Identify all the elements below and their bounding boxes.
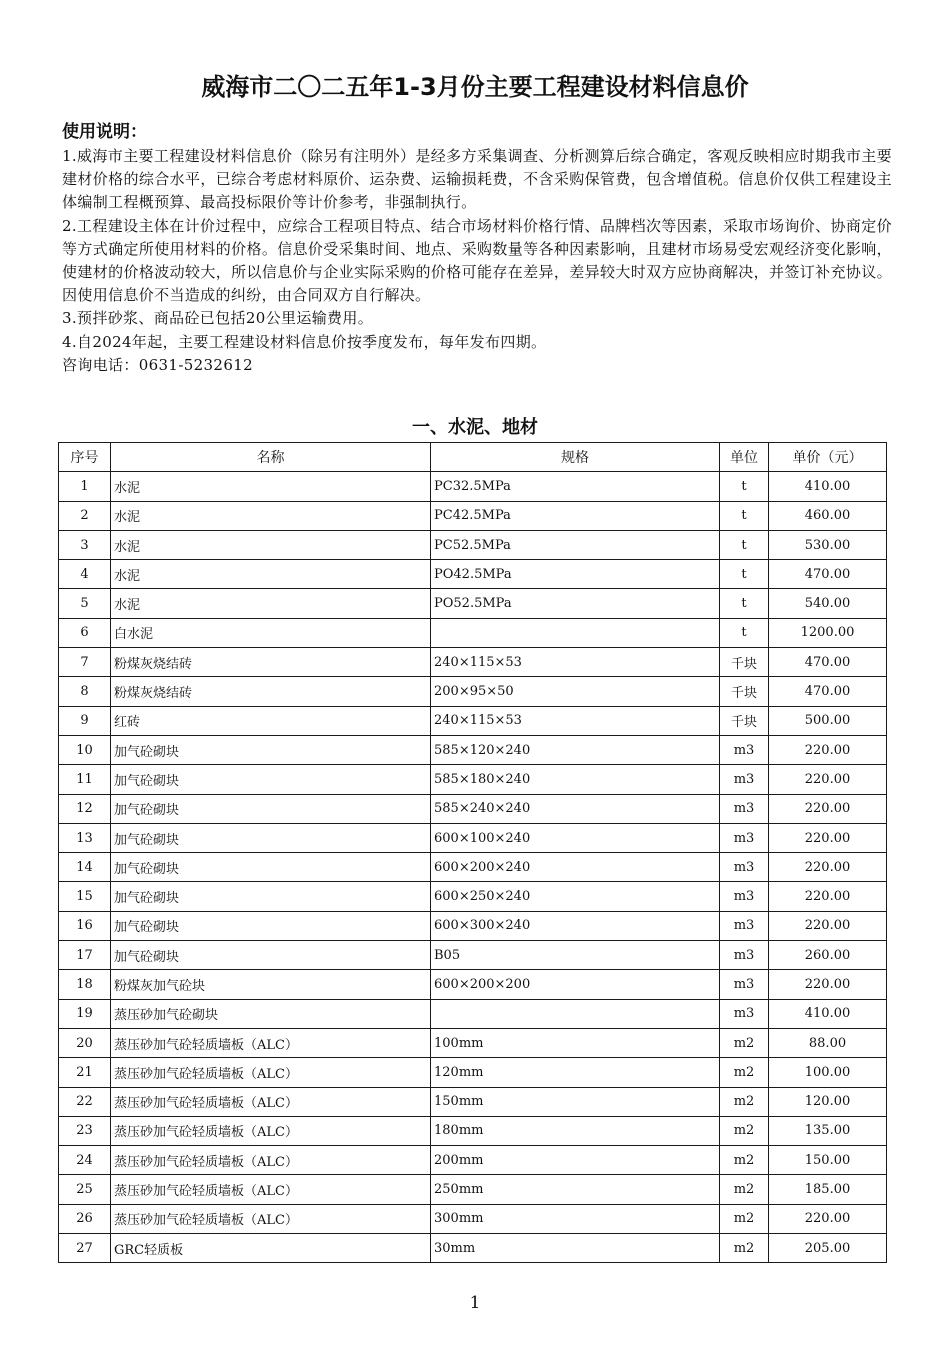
material-spec: 585×120×240 xyxy=(431,735,720,764)
row-number: 25 xyxy=(59,1175,111,1204)
unit-price: 100.00 xyxy=(769,1058,887,1087)
table-row xyxy=(59,1234,887,1263)
material-name: 水泥 xyxy=(111,530,431,559)
material-unit: t xyxy=(720,530,769,559)
row-number: 13 xyxy=(59,823,111,852)
material-spec: 200×95×50 xyxy=(431,677,720,706)
material-name: 蒸压砂加气砼轻质墙板（ALC） xyxy=(111,1175,431,1204)
material-spec: B05 xyxy=(431,941,720,970)
material-spec: 100mm xyxy=(431,1028,720,1057)
material-name: 加气砼砌块 xyxy=(111,735,431,764)
row-number: 8 xyxy=(59,677,111,706)
material-unit: m3 xyxy=(720,823,769,852)
unit-price: 220.00 xyxy=(769,823,887,852)
row-number: 12 xyxy=(59,794,111,823)
material-spec: PC42.5MPa xyxy=(431,501,720,530)
material-unit: m2 xyxy=(720,1028,769,1057)
table-body xyxy=(59,472,887,1263)
unit-price: 540.00 xyxy=(769,589,887,618)
row-number: 19 xyxy=(59,999,111,1028)
material-spec: 30mm xyxy=(431,1234,720,1263)
material-unit: m3 xyxy=(720,911,769,940)
unit-price: 1200.00 xyxy=(769,618,887,647)
material-name: 水泥 xyxy=(111,560,431,589)
material-spec: 240×115×53 xyxy=(431,706,720,735)
unit-price: 470.00 xyxy=(769,677,887,706)
unit-price: 410.00 xyxy=(769,999,887,1028)
section-title: 一、水泥、地材 xyxy=(412,417,538,438)
table-row xyxy=(59,1116,887,1145)
column-header-spec: 规格 xyxy=(431,443,720,472)
unit-price: 470.00 xyxy=(769,560,887,589)
column-header-price: 单价（元） xyxy=(769,443,887,472)
unit-price: 185.00 xyxy=(769,1175,887,1204)
row-number: 3 xyxy=(59,530,111,559)
table-header-row xyxy=(59,443,887,472)
table-row xyxy=(59,706,887,735)
table-row xyxy=(59,735,887,764)
unit-price: 220.00 xyxy=(769,765,887,794)
unit-price: 220.00 xyxy=(769,970,887,999)
unit-price: 88.00 xyxy=(769,1028,887,1057)
material-name: 粉煤灰烧结砖 xyxy=(111,648,431,677)
material-name: 水泥 xyxy=(111,501,431,530)
material-spec: 300mm xyxy=(431,1204,720,1233)
table-row xyxy=(59,853,887,882)
material-name: 加气砼砌块 xyxy=(111,794,431,823)
material-name: 水泥 xyxy=(111,589,431,618)
material-name: 蒸压砂加气砼轻质墙板（ALC） xyxy=(111,1116,431,1145)
material-name: 水泥 xyxy=(111,472,431,501)
material-unit: m2 xyxy=(720,1116,769,1145)
unit-price: 220.00 xyxy=(769,853,887,882)
row-number: 17 xyxy=(59,941,111,970)
unit-price: 530.00 xyxy=(769,530,887,559)
material-unit: m2 xyxy=(720,1146,769,1175)
material-name: 加气砼砌块 xyxy=(111,882,431,911)
row-number: 26 xyxy=(59,1204,111,1233)
row-number: 5 xyxy=(59,589,111,618)
material-unit: m3 xyxy=(720,853,769,882)
material-spec: 600×300×240 xyxy=(431,911,720,940)
material-spec: 585×180×240 xyxy=(431,765,720,794)
material-unit: t xyxy=(720,589,769,618)
table-row xyxy=(59,1175,887,1204)
material-spec: 150mm xyxy=(431,1087,720,1116)
table-row xyxy=(59,970,887,999)
row-number: 9 xyxy=(59,706,111,735)
unit-price: 205.00 xyxy=(769,1234,887,1263)
material-name: 加气砼砌块 xyxy=(111,911,431,940)
table-row xyxy=(59,560,887,589)
table-row xyxy=(59,589,887,618)
material-spec: 240×115×53 xyxy=(431,648,720,677)
document-title: 威海市二〇二五年1-3月份主要工程建设材料信息价 xyxy=(201,73,749,101)
material-unit: m2 xyxy=(720,1204,769,1233)
material-name: 白水泥 xyxy=(111,618,431,647)
material-unit: m2 xyxy=(720,1234,769,1263)
material-spec: 600×100×240 xyxy=(431,823,720,852)
row-number: 23 xyxy=(59,1116,111,1145)
row-number: 24 xyxy=(59,1146,111,1175)
material-unit: m3 xyxy=(720,794,769,823)
unit-price: 410.00 xyxy=(769,472,887,501)
unit-price: 220.00 xyxy=(769,882,887,911)
row-number: 2 xyxy=(59,501,111,530)
material-spec: 600×200×240 xyxy=(431,853,720,882)
table-row xyxy=(59,501,887,530)
material-name: 蒸压砂加气砼砌块 xyxy=(111,999,431,1028)
material-unit: m3 xyxy=(720,941,769,970)
usage-heading: 使用说明： xyxy=(62,122,147,142)
contact-phone: 咨询电话：0631-5232612 xyxy=(62,355,253,374)
unit-price: 500.00 xyxy=(769,706,887,735)
material-spec: 200mm xyxy=(431,1146,720,1175)
column-header-unit: 单位 xyxy=(720,443,769,472)
material-name: 加气砼砌块 xyxy=(111,765,431,794)
page-number: 1 xyxy=(469,1293,481,1313)
material-spec: 120mm xyxy=(431,1058,720,1087)
material-spec: 600×200×200 xyxy=(431,970,720,999)
table-row xyxy=(59,882,887,911)
row-number: 20 xyxy=(59,1028,111,1057)
material-name: 蒸压砂加气砼轻质墙板（ALC） xyxy=(111,1204,431,1233)
material-spec: 585×240×240 xyxy=(431,794,720,823)
material-name: 红砖 xyxy=(111,706,431,735)
column-header-name: 名称 xyxy=(111,443,431,472)
material-unit: t xyxy=(720,472,769,501)
table-row xyxy=(59,765,887,794)
table-row xyxy=(59,941,887,970)
material-unit: m3 xyxy=(720,765,769,794)
table-row xyxy=(59,648,887,677)
unit-price: 460.00 xyxy=(769,501,887,530)
table-row xyxy=(59,999,887,1028)
material-spec: PO42.5MPa xyxy=(431,560,720,589)
row-number: 16 xyxy=(59,911,111,940)
material-name: 蒸压砂加气砼轻质墙板（ALC） xyxy=(111,1087,431,1116)
table-row xyxy=(59,911,887,940)
unit-price: 120.00 xyxy=(769,1087,887,1116)
table-row xyxy=(59,472,887,501)
material-name: 加气砼砌块 xyxy=(111,823,431,852)
material-spec: 250mm xyxy=(431,1175,720,1204)
material-unit: 千块 xyxy=(720,648,769,677)
material-spec: 180mm xyxy=(431,1116,720,1145)
unit-price: 220.00 xyxy=(769,794,887,823)
row-number: 14 xyxy=(59,853,111,882)
material-unit: m2 xyxy=(720,1175,769,1204)
material-name: 粉煤灰加气砼块 xyxy=(111,970,431,999)
unit-price: 150.00 xyxy=(769,1146,887,1175)
material-spec: PO52.5MPa xyxy=(431,589,720,618)
unit-price: 220.00 xyxy=(769,735,887,764)
material-unit: m3 xyxy=(720,882,769,911)
row-number: 7 xyxy=(59,648,111,677)
unit-price: 260.00 xyxy=(769,941,887,970)
table-row xyxy=(59,530,887,559)
usage-note-1: 1.威海市主要工程建设材料信息价（除另有注明外）是经多方采集调查、分析测算后综合确定，客观反映相应时期我市主要建材价格的综合水平，已综合考虑材料原价、运杂费、运输损耗费，不含采购保管费，包含增值税。信息价仅供工程建设主体编制工程概预算、最高投标限价等计价参考，非强制执行。 xyxy=(62,147,892,212)
material-unit: m3 xyxy=(720,999,769,1028)
usage-notes xyxy=(62,119,892,377)
material-name: 加气砼砌块 xyxy=(111,941,431,970)
material-unit: m2 xyxy=(720,1058,769,1087)
material-spec: PC52.5MPa xyxy=(431,530,720,559)
row-number: 18 xyxy=(59,970,111,999)
unit-price: 220.00 xyxy=(769,911,887,940)
materials-price-table xyxy=(58,442,887,1263)
unit-price: 135.00 xyxy=(769,1116,887,1145)
table-row xyxy=(59,1028,887,1057)
table-row xyxy=(59,1146,887,1175)
material-name: GRC轻质板 xyxy=(111,1234,431,1263)
row-number: 6 xyxy=(59,618,111,647)
material-unit: t xyxy=(720,618,769,647)
table-row xyxy=(59,823,887,852)
column-header-no: 序号 xyxy=(59,443,111,472)
material-unit: m2 xyxy=(720,1087,769,1116)
row-number: 27 xyxy=(59,1234,111,1263)
table-row xyxy=(59,1058,887,1087)
row-number: 11 xyxy=(59,765,111,794)
row-number: 21 xyxy=(59,1058,111,1087)
material-unit: 千块 xyxy=(720,706,769,735)
material-unit: t xyxy=(720,501,769,530)
material-unit: 千块 xyxy=(720,677,769,706)
material-spec: 600×250×240 xyxy=(431,882,720,911)
usage-note-3: 3.预拌砂浆、商品砼已包括20公里运输费用。 xyxy=(62,309,374,328)
usage-note-2: 2.工程建设主体在计价过程中，应综合工程项目特点、结合市场材料价格行情、品牌档次等因素，采取市场询价、协商定价等方式确定所使用材料的价格。信息价受采集时间、地点、采购数量等各种因素影响，且建材市场易受宏观经济变化影响，使建材的价格波动较大，所以信息价与企业实际采购的价格可能存在差异，差异较大时双方应协商解决，并签订补充协议。因使用信息价不当造成的纠纷，由合同双方自行解决。 xyxy=(62,216,892,305)
row-number: 4 xyxy=(59,560,111,589)
material-spec: PC32.5MPa xyxy=(431,472,720,501)
table-row xyxy=(59,794,887,823)
table-row xyxy=(59,618,887,647)
material-unit: m3 xyxy=(720,735,769,764)
material-unit: m3 xyxy=(720,970,769,999)
row-number: 22 xyxy=(59,1087,111,1116)
row-number: 1 xyxy=(59,472,111,501)
material-name: 蒸压砂加气砼轻质墙板（ALC） xyxy=(111,1028,431,1057)
material-spec xyxy=(431,618,720,647)
material-name: 粉煤灰烧结砖 xyxy=(111,677,431,706)
material-name: 加气砼砌块 xyxy=(111,853,431,882)
material-unit: t xyxy=(720,560,769,589)
material-spec xyxy=(431,999,720,1028)
material-name: 蒸压砂加气砼轻质墙板（ALC） xyxy=(111,1058,431,1087)
table-row xyxy=(59,1087,887,1116)
row-number: 15 xyxy=(59,882,111,911)
table-row xyxy=(59,1204,887,1233)
material-name: 蒸压砂加气砼轻质墙板（ALC） xyxy=(111,1146,431,1175)
row-number: 10 xyxy=(59,735,111,764)
unit-price: 470.00 xyxy=(769,648,887,677)
unit-price: 220.00 xyxy=(769,1204,887,1233)
table-row xyxy=(59,677,887,706)
usage-note-4: 4.自2024年起，主要工程建设材料信息价按季度发布，每年发布四期。 xyxy=(62,332,547,351)
